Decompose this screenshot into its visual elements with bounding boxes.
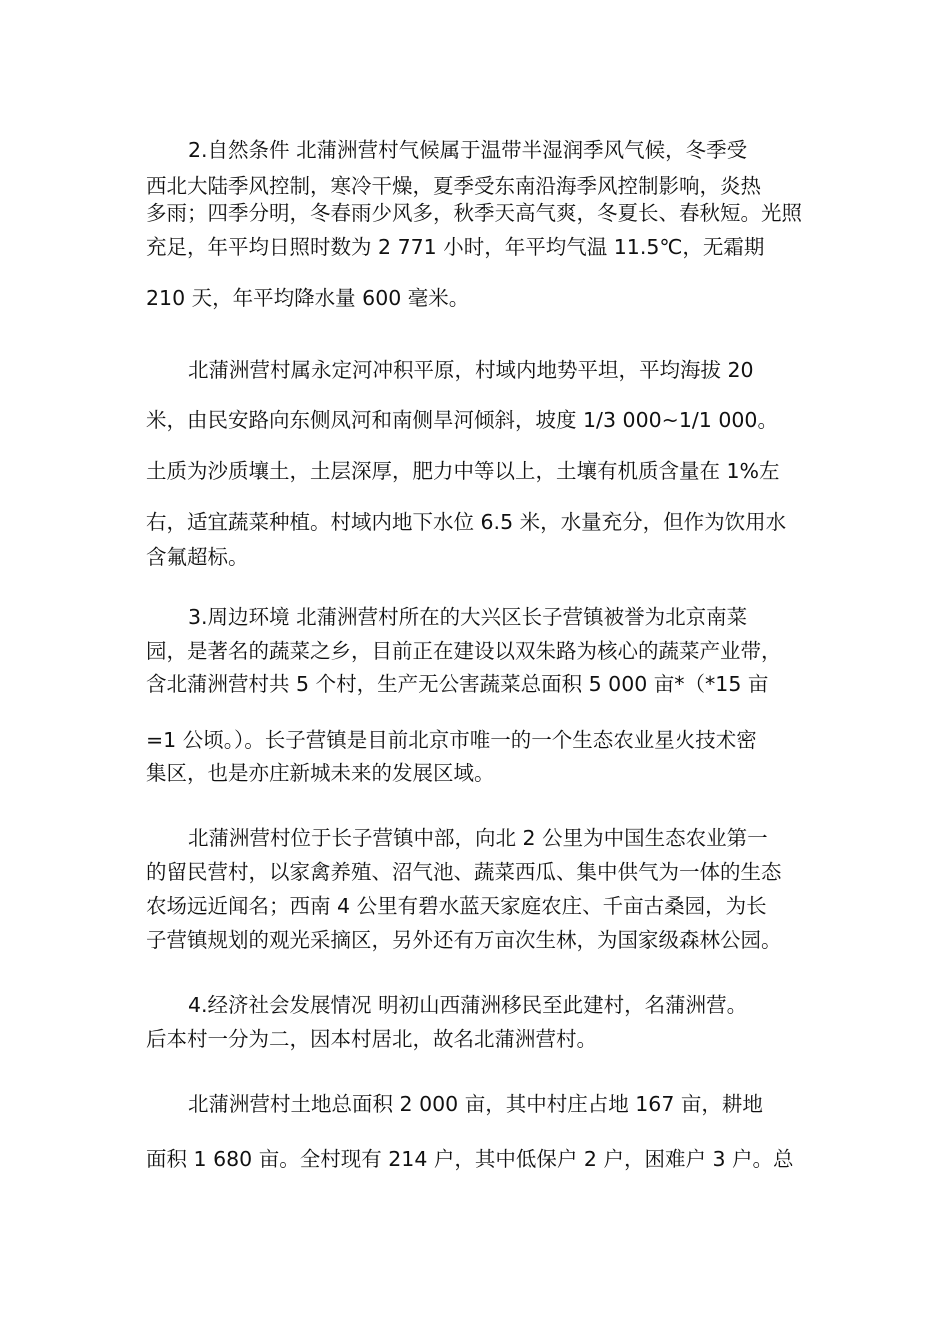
text-line: 含氟超标。 [146, 545, 249, 569]
text-line: 210 天，年平均降水量 600 毫米。 [146, 286, 470, 310]
text-line: 西北大陆季风控制，寒冷干燥，夏季受东南沿海季风控制影响，炎热 [146, 174, 761, 198]
text-line: 的留民营村，以家禽养殖、沼气池、蔬菜西瓜、集中供气为一体的生态 [146, 860, 782, 884]
text-line: 充足，年平均日照时数为 2 771 小时，年平均气温 11.5℃，无霜期 [146, 235, 765, 259]
text-line: 4.经济社会发展情况 明初山西蒲洲移民至此建村，名蒲洲营。 [188, 993, 748, 1017]
text-line: 北蒲洲营村位于长子营镇中部，向北 2 公里为中国生态农业第一 [188, 826, 768, 850]
text-line: 子营镇规划的观光采摘区，另外还有万亩次生林，为国家级森林公园。 [146, 928, 782, 952]
text-line: 面积 1 680 亩。全村现有 214 户，其中低保户 2 户，困难户 3 户。总 [146, 1147, 794, 1171]
text-line: 农场远近闻名；西南 4 公里有碧水蓝天家庭农庄、千亩古桑园，为长 [146, 894, 767, 918]
text-line: 多雨；四季分明，冬春雨少风多，秋季天高气爽，冬夏长、春秋短。光照 [146, 201, 802, 225]
document-page [146, 0, 806, 1344]
text-line: 2.自然条件 北蒲洲营村气候属于温带半湿润季风气候，冬季受 [188, 138, 748, 162]
text-line: 米，由民安路向东侧凤河和南侧旱河倾斜，坡度 1/3 000~1/1 000。 [146, 408, 778, 432]
text-line: 右，适宜蔬菜种植。村域内地下水位 6.5 米，水量充分，但作为饮用水 [146, 510, 787, 534]
text-line: 集区，也是亦庄新城未来的发展区域。 [146, 761, 495, 785]
text-line: 土质为沙质壤土，土层深厚，肥力中等以上，土壤有机质含量在 1%左 [146, 459, 780, 483]
text-line: 北蒲洲营村土地总面积 2 000 亩，其中村庄占地 167 亩，耕地 [188, 1092, 763, 1116]
text-line: =1 公顷。）。长子营镇是目前北京市唯一的一个生态农业星火技术密 [146, 728, 757, 752]
text-line: 3.周边环境 北蒲洲营村所在的大兴区长子营镇被誉为北京南菜 [188, 605, 748, 629]
text-line: 含北蒲洲营村共 5 个村，生产无公害蔬菜总面积 5 000 亩*（*15 亩 [146, 672, 769, 696]
text-line: 北蒲洲营村属永定河冲积平原，村域内地势平坦，平均海拔 20 [188, 358, 754, 382]
text-line: 后本村一分为二，因本村居北，故名北蒲洲营村。 [146, 1027, 597, 1051]
text-line: 园，是著名的蔬菜之乡，目前正在建设以双朱路为核心的蔬菜产业带， [146, 639, 782, 663]
